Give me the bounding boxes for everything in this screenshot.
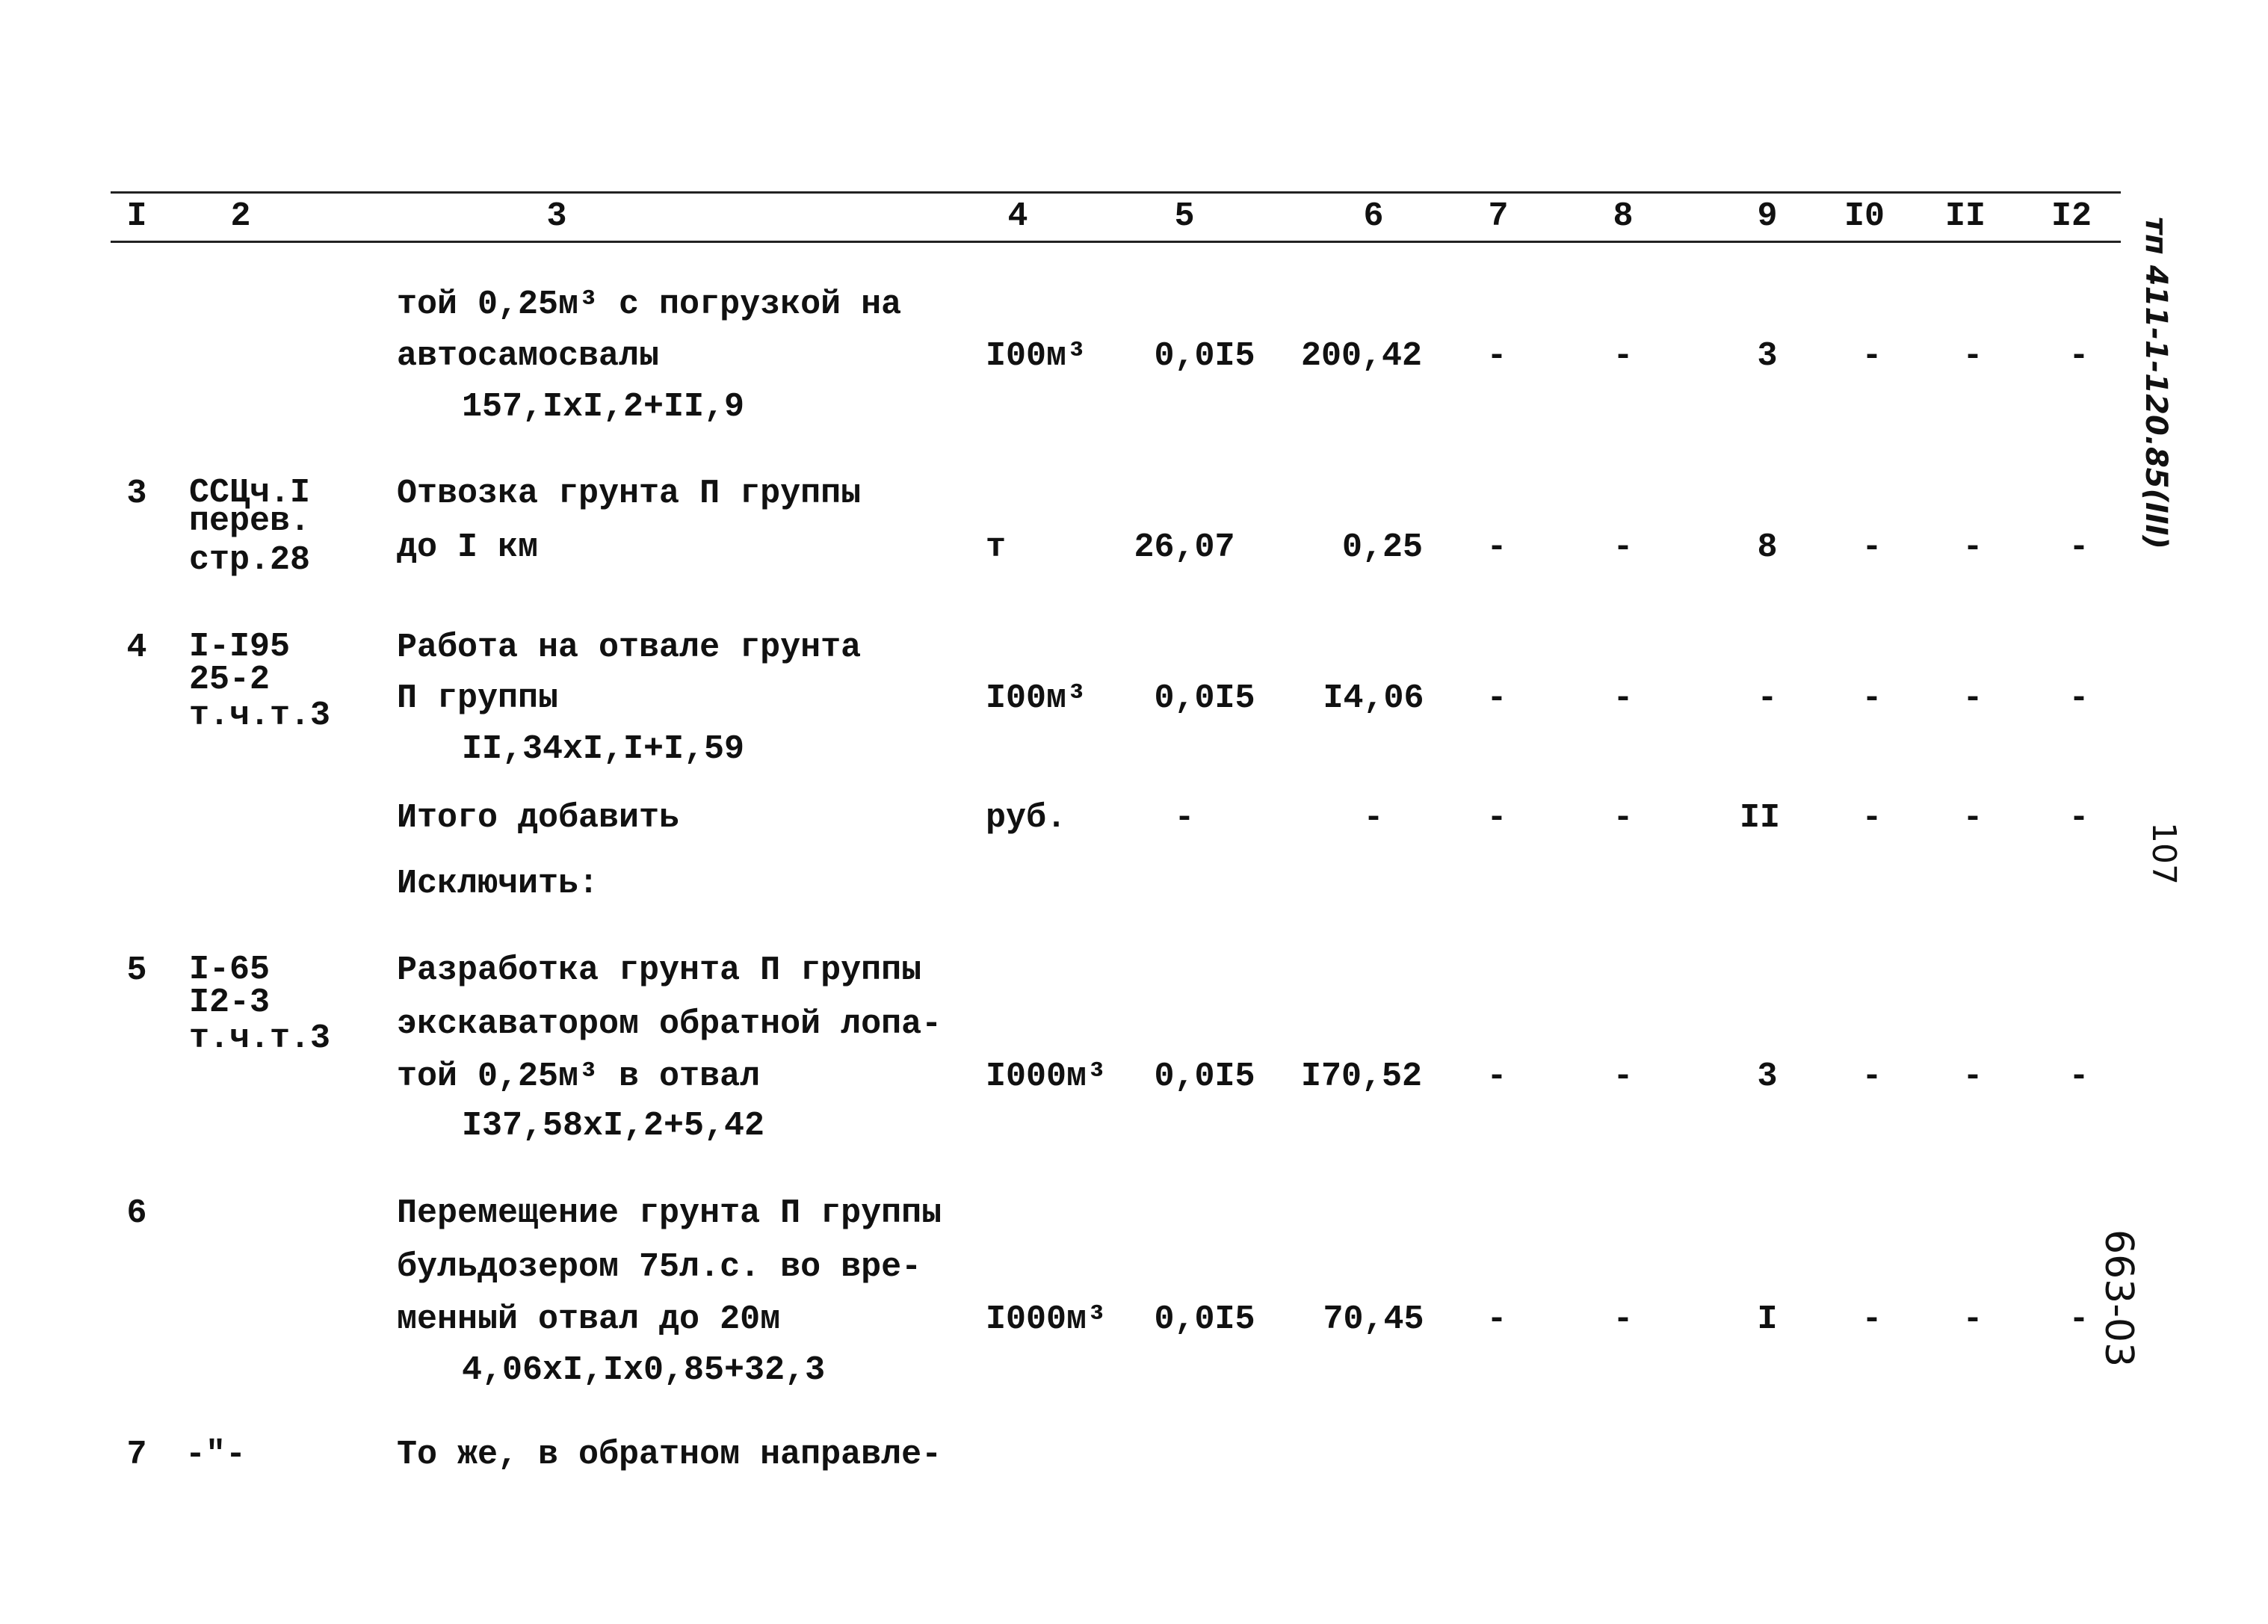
row-number: 4 [126,629,147,667]
quantity: 26,07 [1134,528,1235,566]
table-header-rule [111,241,2121,243]
cost: 200,42 [1300,337,1423,375]
norm-code: I-65 [189,951,271,989]
unit: т [986,528,1007,566]
col-header-2: 2 [230,197,251,235]
norm-code: -"- [185,1436,247,1474]
col-header-3: 3 [546,197,567,235]
cell-11: - [1962,1300,1983,1339]
formula: II,34xI,I+I,59 [462,730,745,768]
cell-10: - [1861,1300,1882,1339]
cell-7: - [1486,799,1507,837]
cell-8: - [1613,1300,1634,1339]
cell-7: - [1486,337,1507,375]
cell-8: - [1613,799,1634,837]
row-number: 5 [126,951,147,989]
cost: 70,45 [1323,1300,1424,1339]
cell-7: - [1486,679,1507,717]
exclude-heading: Исключить: [397,865,599,903]
unit: руб. [986,799,1067,837]
row-number: 7 [126,1436,147,1474]
cell-8: - [1613,528,1634,566]
series-number: 663-03 [2096,1229,2141,1368]
cell-12: - [2068,337,2089,375]
description: Перемещение грунта П группы [397,1194,942,1232]
cell-12: - [2068,528,2089,566]
cost: 0,25 [1341,528,1424,566]
description: экскаватором обратной лопа- [397,1005,942,1043]
cell-11: - [1962,337,1983,375]
col-header-8: 8 [1613,197,1634,235]
cell-10: - [1861,799,1882,837]
description: бульдозером 75л.с. во вре- [397,1248,922,1286]
cell-8: - [1613,1058,1634,1096]
norm-code: I2-3 [189,984,271,1022]
unit: I000м³ [986,1058,1107,1096]
norm-code: I-I95 [189,628,291,666]
cell-9: I [1757,1300,1778,1339]
col-header-7: 7 [1488,197,1509,235]
cell-10: - [1861,337,1882,375]
document-code: тп 411-1-120.85(III) [2139,217,2173,549]
description: П группы [397,679,559,717]
formula: 157,IxI,2+II,9 [462,388,745,426]
cell-10: - [1861,679,1882,717]
cell-9: 3 [1757,337,1778,375]
unit: I00м³ [986,679,1087,717]
cell-9: II [1739,799,1781,837]
cell-11: - [1962,799,1983,837]
unit: I000м³ [986,1300,1107,1339]
quantity: 0,0I5 [1154,1300,1255,1339]
cell-7: - [1486,1300,1507,1339]
cost: I70,52 [1300,1058,1423,1096]
formula: I37,58xI,2+5,42 [462,1107,765,1145]
norm-code: 25-2 [189,661,271,699]
cost: I4,06 [1323,679,1424,717]
quantity: - [1174,799,1195,837]
cell-9: - [1757,679,1778,717]
cell-11: - [1962,679,1983,717]
quantity: 0,0I5 [1154,679,1255,717]
cell-7: - [1486,1058,1507,1096]
formula: 4,06xI,Ix0,85+32,3 [462,1351,826,1389]
quantity: 0,0I5 [1154,1058,1255,1096]
norm-code: т.ч.т.3 [189,697,331,735]
cost: - [1363,799,1384,837]
description: То же, в обратном направле- [397,1436,942,1474]
norm-code: ССЦч.I [189,474,311,512]
description: Разработка грунта П группы [397,951,922,989]
description: той 0,25м³ с погрузкой на [397,285,902,324]
col-header-6: 6 [1363,197,1384,235]
norm-code: т.ч.т.3 [189,1019,331,1058]
cell-9: 8 [1757,528,1778,566]
col-header-10: I0 [1844,197,1885,235]
col-header-12: I2 [2051,197,2092,235]
col-header-5: 5 [1174,197,1195,235]
page-number: 107 [2145,822,2183,885]
row-number: 6 [126,1194,147,1232]
description: менный отвал до 20м [397,1300,781,1339]
cell-10: - [1861,528,1882,566]
col-header-11: II [1944,197,1986,235]
cell-9: 3 [1757,1058,1778,1096]
col-header-9: 9 [1757,197,1778,235]
norm-code: стр.28 [189,541,311,579]
col-header-4: 4 [1007,197,1028,235]
description: той 0,25м³ в отвал [397,1058,761,1096]
row-number: 3 [126,475,147,513]
cell-11: - [1962,528,1983,566]
cell-12: - [2068,1058,2089,1096]
cell-7: - [1486,528,1507,566]
unit: I00м³ [986,337,1087,375]
cell-11: - [1962,1058,1983,1096]
cell-12: - [2068,1300,2089,1339]
description: до I км [397,528,539,566]
cell-10: - [1861,1058,1882,1096]
total-label: Итого добавить [397,799,680,837]
cell-8: - [1613,679,1634,717]
cell-8: - [1613,337,1634,375]
description: Работа на отвале грунта [397,629,862,667]
cell-12: - [2068,799,2089,837]
cell-12: - [2068,679,2089,717]
norm-code: перев. [189,502,311,540]
description: Отвозка грунта П группы [397,475,862,513]
description: автосамосвалы [397,337,660,375]
table-top-rule [111,191,2121,194]
quantity: 0,0I5 [1154,337,1255,375]
col-header-1: I [126,197,147,235]
